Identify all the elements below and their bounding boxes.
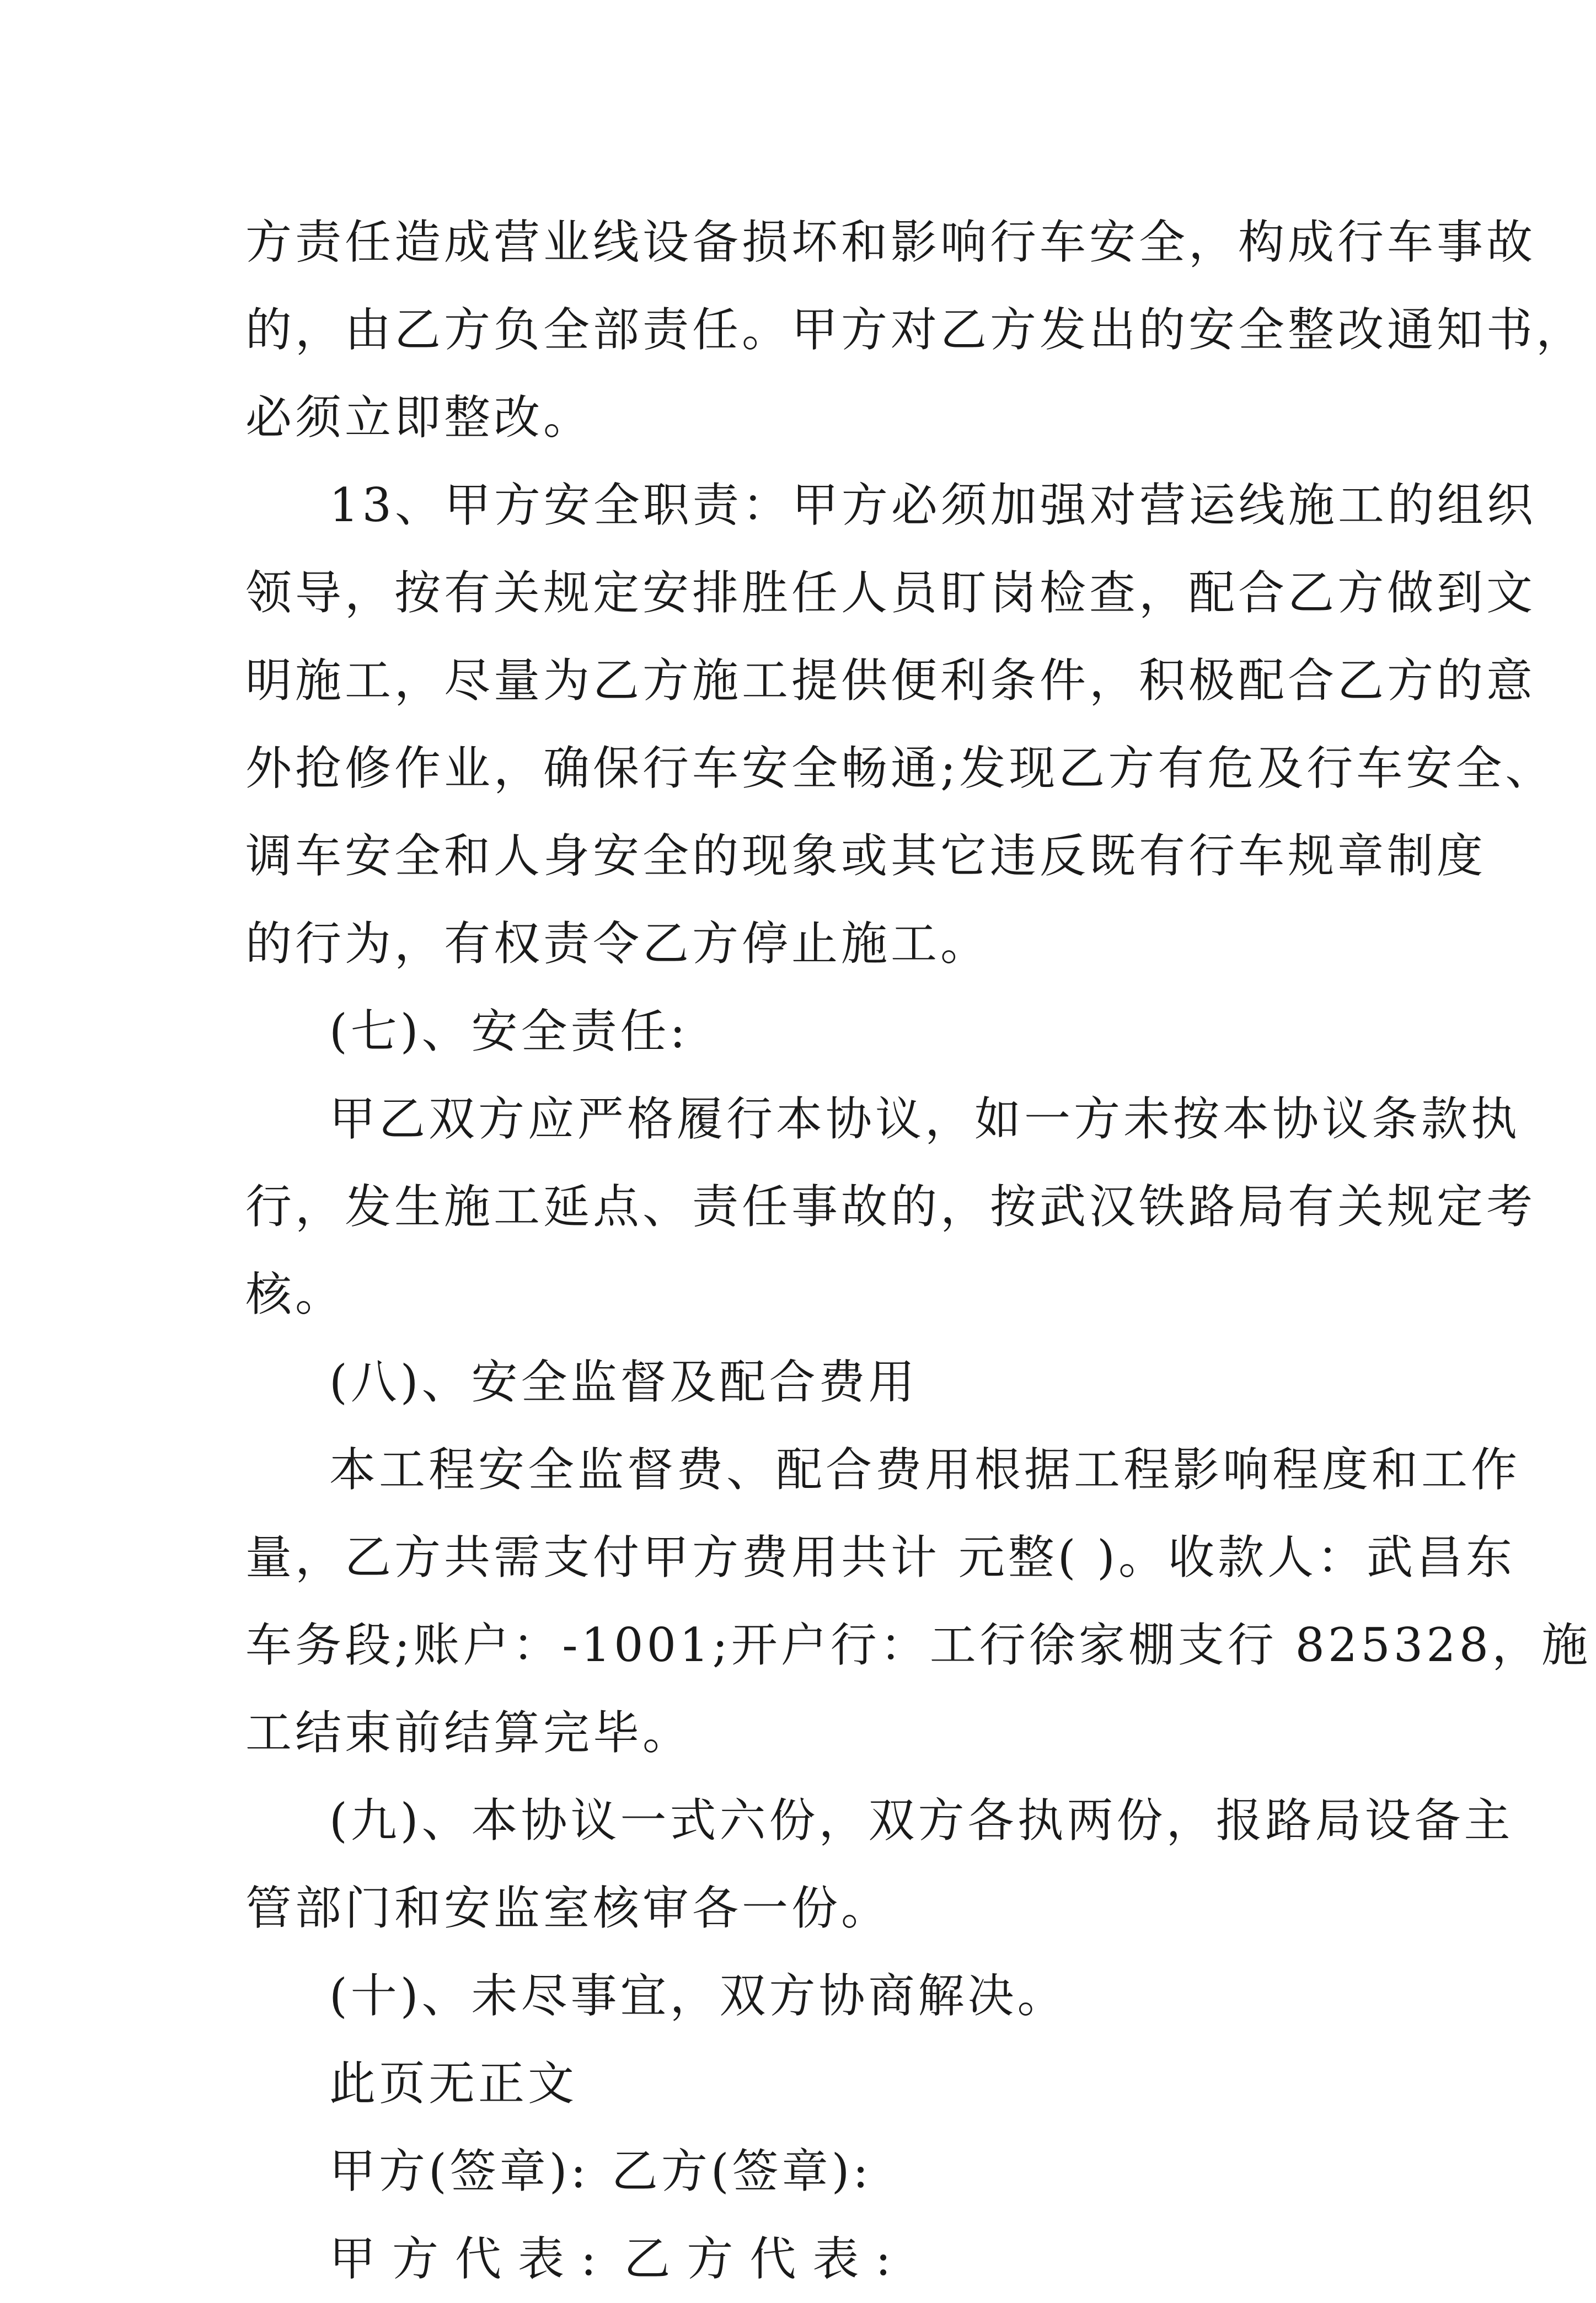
paragraph-12-line-3: 必须立即整改。 xyxy=(245,390,593,444)
representative-line xyxy=(245,2215,1404,2303)
section-9-line-1: (九)、本协议一式六份，双方各执两份，报路局设备主 xyxy=(329,1793,1514,1847)
section-8-line-3: 车务段;账户：-1001;开户行：工行徐家棚支行 825328，施 xyxy=(245,1618,1592,1672)
section-8-line-1: 本工程安全监督费、配合费用根据工程影响程度和工作 xyxy=(329,1443,1521,1497)
paragraph-12-line-1: 方责任造成营业线设备损坏和影响行车安全，构成行车事故 xyxy=(245,215,1536,269)
section-8-line-2: 量，乙方共需支付甲方费用共计 元整( )。收款人：武昌东 xyxy=(245,1530,1515,1584)
paragraph-13-line-3: 明施工，尽量为乙方施工提供便利条件，积极配合乙方的意 xyxy=(245,654,1536,708)
section-7-line-1: 甲乙双方应严格履行本协议，如一方未按本协议条款执 xyxy=(329,1092,1521,1146)
seal-line xyxy=(245,2128,1404,2215)
no-text-note: 此页无正文 xyxy=(329,2056,578,2111)
paragraph-12-line-2: 的，由乙方负全部责任。甲方对乙方发出的安全整改通知书， xyxy=(245,303,1586,357)
section-7-line-3: 核。 xyxy=(245,1267,345,1321)
party-a-seal-label: 甲方(签章): xyxy=(329,2144,590,2198)
party-a-rep-label: 甲方代表: xyxy=(329,2232,613,2286)
paragraph-13-line-4: 外抢修作业，确保行车安全畅通;发现乙方有危及行车安全、 xyxy=(245,741,1555,795)
paragraph-13-line-5: 调车安全和人身安全的现象或其它违反既有行车规章制度 xyxy=(245,829,1487,883)
party-b-seal-label: 乙方(签章): xyxy=(611,2144,872,2198)
document-body xyxy=(245,199,1592,2303)
section-9-line-2: 管部门和安监室核审各一份。 xyxy=(245,1881,891,1935)
paragraph-13-line-6: 的行为，有权责令乙方停止施工。 xyxy=(245,917,990,971)
section-7-line-2: 行，发生施工延点、责任事故的，按武汉铁路局有关规定考 xyxy=(245,1180,1536,1234)
section-7-heading: (七)、安全责任: xyxy=(329,1004,689,1058)
section-8-heading: (八)、安全监督及配合费用 xyxy=(329,1355,918,1409)
section-8-line-4: 工结束前结算完毕。 xyxy=(245,1706,693,1760)
section-10: (十)、未尽事宜，双方协商解决。 xyxy=(329,1969,1067,2023)
paragraph-13-line-2: 领导，按有关规定安排胜任人员盯岗检查，配合乙方做到文 xyxy=(245,566,1536,620)
paragraph-13-line-1: 13、甲方安全职责：甲方必须加强对营运线施工的组织 xyxy=(329,478,1536,532)
party-b-rep-label: 乙方代表: xyxy=(624,2232,908,2286)
